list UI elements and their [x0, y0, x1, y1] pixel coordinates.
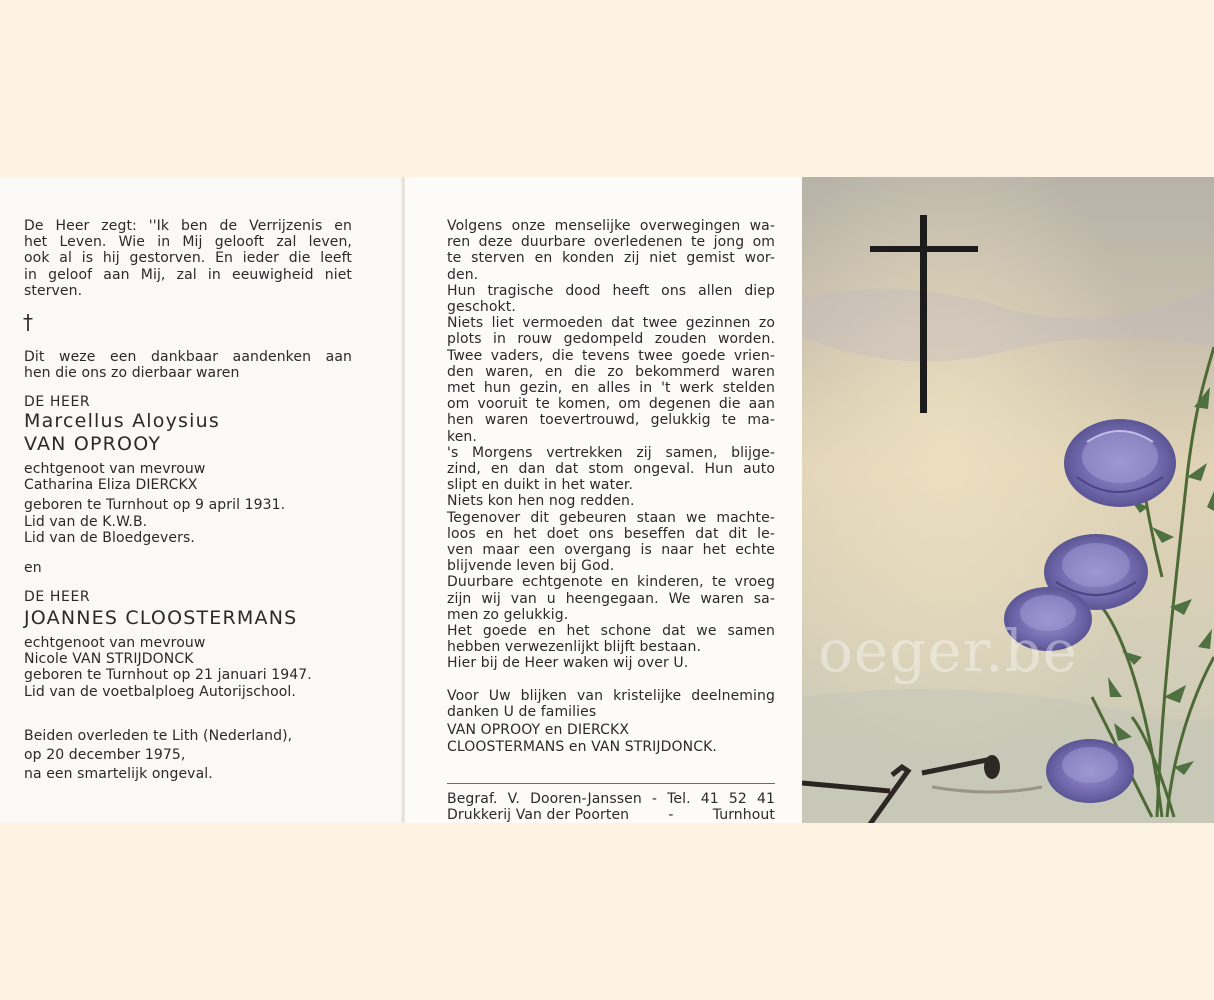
reflection-line: ken.	[447, 428, 477, 445]
reflection-line: men zo gelukkig.	[447, 606, 569, 623]
flower-icon	[1064, 419, 1176, 507]
reflection-line: blijvende leven bij God.	[447, 558, 615, 575]
reflection-line: 's Morgens vertrekken zij samen, blijge-	[447, 444, 775, 461]
printer-footer: Begraf. V. Dooren-Janssen - Tel. 41 52 41 Drukkerij Van der Poorten - Turnhout	[447, 791, 775, 824]
reflection-line: Volgens onze menselijke overwegingen wa-	[447, 218, 775, 234]
reflection-line: slipt en duikt in het water.	[447, 477, 634, 494]
reflection-line: hen waren toevertrouwd, gelukkig te ma-	[447, 412, 775, 429]
reflection-line: zijn wij van u heengegaan. We waren sa-	[447, 590, 775, 607]
reflection-text	[447, 218, 775, 672]
footer-divider	[447, 783, 775, 784]
reflection-line: Twee vaders, die tevens twee goede vrien-	[447, 347, 775, 364]
reflection-line: Tegenover dit gebeuren staan we machte-	[447, 509, 775, 526]
person1-title: DE HEER	[24, 394, 91, 410]
reflection-line: te sterven en konden zij niet gemist wor-	[447, 250, 775, 267]
reflection-line: Niets kon hen nog redden.	[447, 493, 635, 510]
death-notice: Beiden overleden te Lith (Nederland), op 20 december 1975, na een smartelijk ongeval.	[24, 728, 293, 782]
reflection-line: Niets liet vermoeden dat twee gezinnen zo	[447, 315, 775, 332]
left-panel	[0, 177, 402, 823]
scripture-quote: De Heer zegt: ''Ik ben de Verrijzenis en het Leven. Wie in Mij gelooft zal leven, ook al is hij gestorven. En ieder die leeft in geloof aan Mij, zal in eeuwigheid niet sterven.	[24, 218, 352, 299]
reflection-line: Hier bij de Heer waken wij over U.	[447, 655, 689, 672]
thanks-text: Voor Uw blijken van kristelijke deelneming danken U de families VAN OPROOY en DIERCKX CLOOSTERMANS en VAN STRIJDONCK.	[447, 688, 775, 755]
memorial-card	[0, 177, 1214, 823]
reflection-line: Het goede en het schone dat we samen	[447, 623, 775, 640]
watermark: oeger.be	[818, 617, 1078, 685]
painting	[802, 177, 1214, 823]
reflection-line: den waren, en die zo bekommerd waren	[447, 363, 775, 380]
person1-details: echtgenoot van mevrouw Catharina Eliza DIERCKX geboren te Turnhout op 9 april 1931. Lid van de K.W.B. Lid van de Bloedgevers.	[24, 461, 286, 546]
person2-title: DE HEER	[24, 589, 91, 605]
person2-name: JOANNES CLOOSTERMANS	[24, 607, 298, 629]
reflection-line: Hun tragische dood heeft ons allen diep	[447, 282, 775, 299]
person1-surname: VAN OPROOY	[24, 433, 162, 455]
reflection-line: loos en het doet ons beseffen dat dit le-	[447, 525, 775, 542]
conjunction-en: en	[24, 560, 42, 576]
reflection-line: Duurbare echtgenote en kinderen, te vroeg	[447, 574, 775, 591]
flower-icon	[1046, 739, 1134, 803]
reflection-line: om vooruit te komen, om degenen die aan	[447, 396, 775, 413]
reflection-line: geschokt.	[447, 299, 516, 316]
reflection-line: ren deze duurbare overledenen te jong om	[447, 234, 775, 251]
reflection-line: met hun gezin, en alles in 't werk stelden	[447, 380, 775, 397]
person1-first-names: Marcellus Aloysius	[24, 410, 220, 432]
reflection-line: ven maar een overgang is naar het echte	[447, 542, 775, 559]
reflection-line: plots in rouw gedompeld zouden worden.	[447, 331, 775, 348]
reflection-line: den.	[447, 266, 479, 283]
small-cross-icon: †	[23, 310, 34, 334]
memorial-text: Dit weze een dankbaar aandenken aan hen die ons zo dierbaar waren	[24, 349, 352, 382]
person2-details: echtgenoot van mevrouw Nicole VAN STRIJDONCK geboren te Turnhout op 21 januari 1947. Lid van de voetbalploeg Autorijschool.	[24, 635, 312, 700]
reflection-line: zind, en dan dat stom ongeval. Hun auto	[447, 461, 775, 478]
painting-panel	[802, 177, 1214, 823]
middle-panel	[405, 177, 801, 823]
reflection-line: hebben verwezenlijkt blijft bestaan.	[447, 639, 702, 656]
